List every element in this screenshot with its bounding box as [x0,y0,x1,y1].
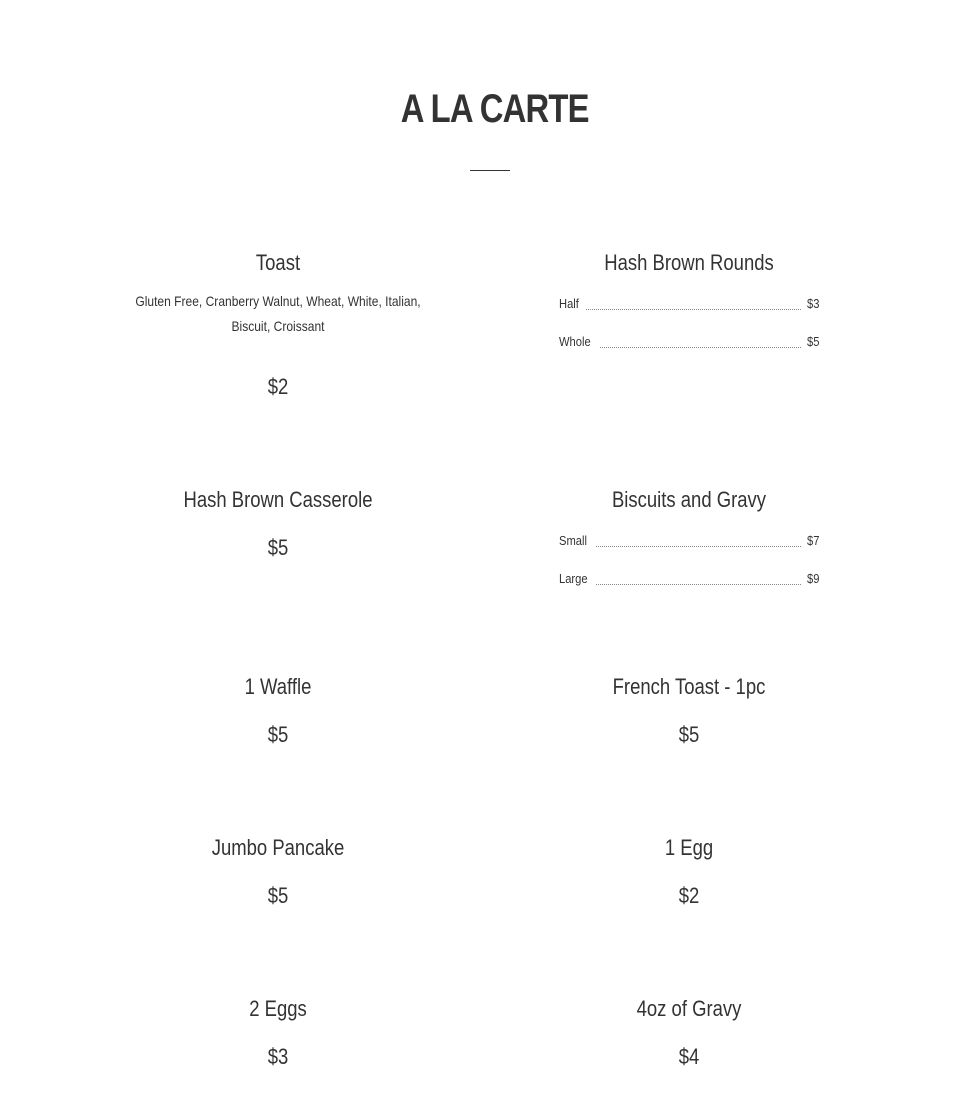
menu-item-gravy [519,995,859,1071]
page-title [88,84,883,134]
option-label: Half [559,296,579,311]
leader-dots [596,545,801,547]
leader-dots [596,583,800,585]
option-row [559,294,819,314]
item-name: Biscuits and Gravy [611,487,767,512]
item-name: 2 Eggs [249,996,307,1021]
item-price: $2 [267,374,289,399]
item-price: $3 [267,1044,289,1069]
option-row [559,332,819,352]
item-price: $5 [267,535,289,560]
item-description: Gluten Free, Cranberry Walnut, Wheat, White, Italian, Biscuit, Croissant [135,293,421,334]
item-name: 1 Egg [664,835,714,860]
option-price: $9 [806,571,819,586]
item-name: Hash Brown Rounds [604,250,774,275]
item-price: $5 [678,722,700,747]
item-price: $5 [267,722,289,747]
option-price: $7 [806,533,819,548]
option-label: Whole [559,334,591,349]
option-price: $5 [806,334,819,349]
option-label: Large [559,571,588,586]
item-name: Toast [255,250,301,275]
option-label: Small [559,533,587,548]
menu-item-waffle [108,673,448,749]
option-price: $3 [806,296,819,311]
item-name: Hash Brown Casserole [183,487,373,512]
page-title-text: A LA CARTE [400,87,589,131]
menu-item-toast [108,249,448,339]
item-price: $2 [678,883,700,908]
menu-item-jumbo-pancake [108,834,448,910]
item-price: $4 [678,1044,700,1069]
item-name: 4oz of Gravy [636,996,742,1021]
menu-item-french-toast [519,673,859,749]
menu-item-hash-brown-casserole [108,486,448,562]
menu-item-biscuits-and-gravy [519,486,859,514]
option-row [559,531,819,551]
title-divider [470,170,510,171]
menu-item-toast-price-wrap [108,373,448,401]
item-name: 1 Waffle [244,674,312,699]
item-name: French Toast - 1pc [612,674,766,699]
menu-item-two-eggs [108,995,448,1071]
item-name: Jumbo Pancake [211,835,345,860]
option-row [559,569,819,589]
menu-item-hash-brown-rounds [519,249,859,277]
menu-item-one-egg [519,834,859,910]
leader-dots [586,308,800,310]
item-price: $5 [267,883,289,908]
leader-dots [600,346,801,348]
